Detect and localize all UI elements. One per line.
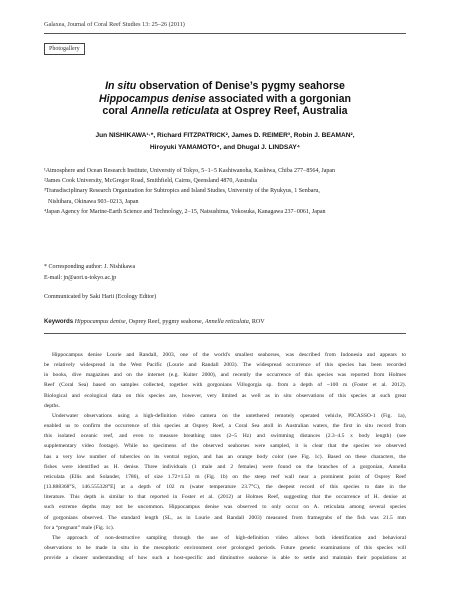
authors-line-2: Hiroyuki YAMAMOTO⁴, and Dhugal J. LINDSAY⁴: [149, 143, 301, 151]
keywords-text-2: , ROV: [248, 319, 265, 325]
authors-line-1: Jun NISHIKAWA¹·*, Richard FITZPATRICK², James D. REIMER³, Robin J. BEAMAN²,: [95, 132, 355, 139]
keywords-rule: [44, 333, 406, 334]
author-list: [44, 130, 406, 153]
title-line-1: [44, 80, 406, 93]
title-italic-in-situ: In situ: [105, 80, 137, 92]
body-line: of gorgonians observed. The standard length (SL, as in Lourie and Randall 2003) measured from framegrabs of the fish was 21.5 mm: [44, 514, 406, 521]
title-line-2: [44, 93, 406, 106]
body-line: observations to be made in situ in the mesophotic environment over prolonged periods. Future genetic examinations of this species will: [44, 544, 406, 551]
body-line: reticulata (Ellis and Solander, 1786), of size 1.72×1.53 m (Fig. 1b) on the steep reef wall near a prominent point of Osprey Reef: [44, 473, 406, 480]
keyword-coral: Annella reticulata: [204, 319, 249, 325]
body-line: in books, dive magazines and on the internet (e.g. Kuiter 2000), and recently the occurrence of this species was reported from Holmes: [44, 372, 406, 379]
title-text-3b: at Osprey Reef, Australia: [219, 105, 348, 118]
body-line: Reef (Coral Sea) based on samples collected, together with gorgonians Villogorgia sp. from a depth of ~100 m (Foster et al. 2012).: [44, 382, 406, 389]
keywords-text-1: , Osprey Reef, pygmy seahorse,: [125, 319, 205, 325]
article-body: [44, 350, 406, 563]
body-line: [13.888368°S, 146.555328°E] at a depth of 102 m (water temperature 23.7°C), the deepest record of this species to date in the: [44, 484, 406, 491]
article-title: [44, 80, 406, 118]
body-line: enabled us to confirm the occurrence of this species at Osprey Reef, a Coral Sea atoll in Australian waters, the first in situ record from: [44, 423, 406, 430]
section-badge: Photogallery: [44, 43, 85, 55]
title-italic-species: Hippocampus denise: [99, 92, 206, 105]
affiliations: [44, 166, 406, 217]
affiliation-3b: Nishihara, Okinawa 903−0213, Japan: [48, 198, 139, 205]
affiliation-4: ⁴Japan Agency for Marine-Earth Science and Technology, 2−15, Natsushima, Yokosuka, Kanagawa 237−0061, Japan: [44, 208, 326, 215]
title-italic-coral: Annella reticulata: [130, 105, 219, 118]
corresponding-author: * Corresponding author: J. Nishikawa: [44, 264, 136, 270]
title-text-1: observation of Denise’s pygmy seahorse: [136, 80, 345, 92]
header-rule: [44, 33, 406, 34]
keyword-species: Hippocampus denise: [74, 319, 126, 325]
body-line: has a very low number of tubercles on its ventral region, and has an orange body color (see Fig. 1c). Based on these characters, the: [44, 453, 406, 460]
affiliation-3a: ³Transdisciplinary Research Organization for Subtropics and Island Studies, University of the Ryukyus, 1 Senbaru,: [44, 188, 320, 195]
email-address: E-mail: jn@aori.u-tokyo.ac.jp: [44, 274, 117, 281]
body-line: supplementary video footage). While no specimens of the observed seahorses were sampled, it is clear that the species we observed: [44, 443, 406, 450]
body-line: for a “pregnant” male (Fig. 1c).: [44, 524, 115, 531]
title-text-3a: coral: [102, 105, 131, 118]
body-line: fishes were identified as H. denise. Three individuals (1 male and 2 females) were found on the branches of a gorgonian, Annella: [44, 463, 406, 470]
keywords-label: Keywords: [44, 318, 74, 325]
body-line: The approach of non-destructive sampling through the use of high-definition video allows both identification and behavioral: [52, 534, 406, 541]
paragraph-3: [44, 533, 406, 563]
contact-info: [44, 262, 135, 283]
body-line: literature. This depth is similar to that reported in Foster et al. (2012) at Holmes Reef, suggesting that the occurrence of H. denise at: [44, 494, 406, 501]
body-line: Hippocampus denise Lourie and Randall, 2003, one of the world's smallest seahorses, was described from Indonesia and appears to: [52, 352, 406, 358]
communicated-by: Communicated by Saki Harii (Ecology Editor): [44, 294, 157, 300]
body-line: depths.: [44, 402, 60, 409]
paragraph-2: [44, 411, 406, 533]
body-line: this isolated oceanic reef, and even to measure breathing rates (2~5 Hz) and swimming distances (2.3–4.5 x body length) (see: [44, 433, 406, 440]
keywords: [44, 318, 265, 325]
title-line-3: [44, 105, 406, 118]
body-line: Underwater observations using a high-definition video camera on the untethered remotely operated vehicle, PICASSO-1 (Fig. 1a),: [52, 412, 406, 419]
affiliation-2: ²James Cook University, McGregor Road, Smithfield, Cairns, Qeensland 4870, Australia: [44, 178, 258, 185]
body-line: Biological and ecological data on this species are, however, very limited as well as in situ observations of this species at such great: [44, 392, 406, 399]
journal-citation: Galaxea, Journal of Coral Reef Studies 13: 25–26 (2011): [44, 21, 185, 28]
body-line: be relatively widespread in the West Pacific (Lourie and Randall 2003). The widespread occurrence of this species has been recorded: [44, 362, 406, 369]
affiliation-1: ¹Atmosphere and Ocean Research Institute, University of Tokyo, 5−1−5 Kashiwanoha, Kashiwa, Chiba 277−8564, Japan: [44, 168, 336, 174]
body-line: provide a clearer understanding of how such a host-specific and diminutive seahorse is able to settle and maintain their populations at: [44, 555, 406, 562]
paragraph-1: [44, 350, 406, 411]
title-text-2: associated with a gorgonian: [205, 92, 351, 105]
body-line: such extreme depths may not be uncommon. Hippocampus denise was observed to only occur on A. reticulata among several species: [44, 504, 406, 511]
